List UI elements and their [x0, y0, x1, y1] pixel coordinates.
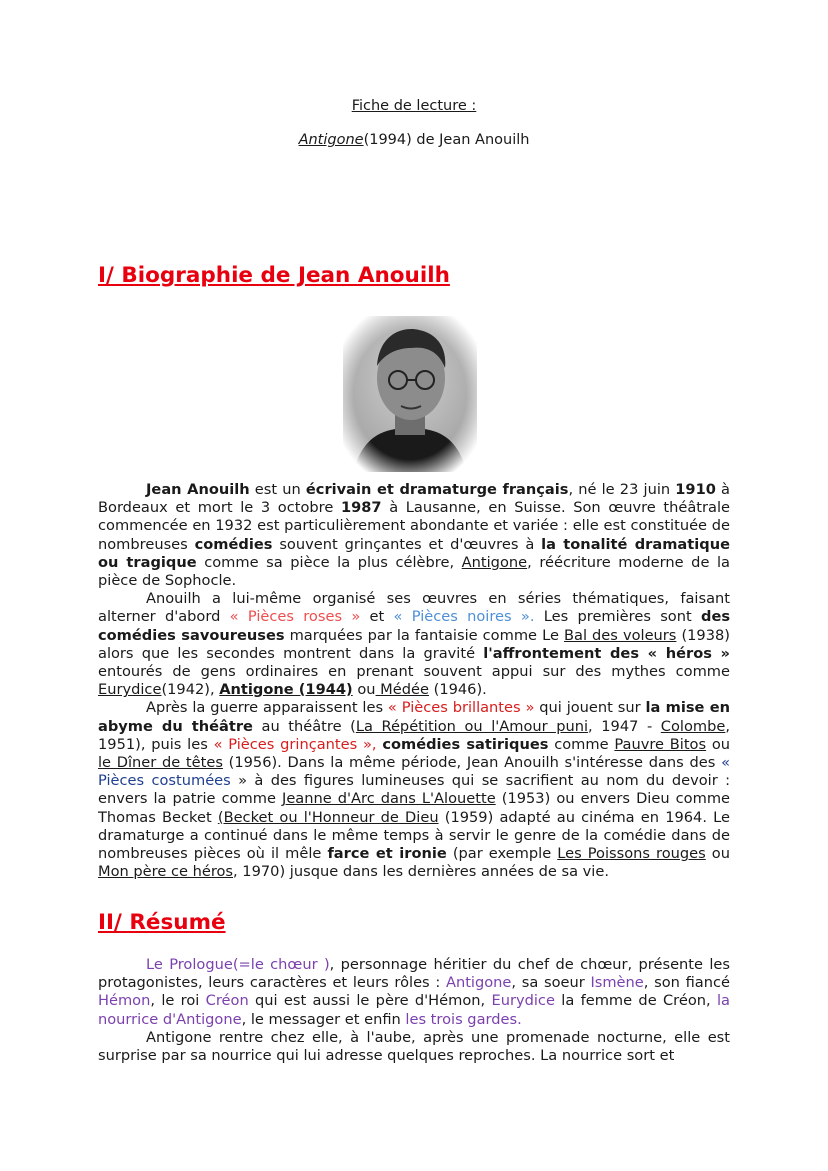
work-title-reference: Hémon [98, 992, 151, 1010]
text-segment: , né le 23 juin [568, 481, 676, 498]
text-segment: entourés de gens ordinaires en prenant souvent appui sur des mythes comme [98, 663, 730, 681]
text-segment: , 1970) jusque dans les dernières années de sa vie. [233, 863, 609, 881]
highlighted-text: 1910 [675, 481, 716, 498]
author-portrait [343, 316, 477, 472]
text-segment: (1953) ou envers Dieu comme Thomas Becket [98, 790, 731, 826]
work-title-reference: Antigone [445, 974, 512, 992]
document-subtitle [0, 132, 828, 148]
highlighted-text: 1987 [340, 499, 382, 517]
text-segment: (1959) adapté au cinéma en 1964. Le dramaturge a continué dans le même temps à servir le genre de la comédie dans de nombreuses pièces où il mêle [98, 808, 731, 863]
text-segment: qui jouent sur [534, 699, 646, 717]
title-line-1: Fiche de lecture : [351, 98, 477, 114]
highlighted-text: écrivain et dramaturge français [305, 481, 569, 498]
highlighted-text: Jean Anouilh [146, 481, 250, 498]
highlighted-text: la mise en abyme du théâtre [98, 699, 731, 735]
text-segment: (1942), [161, 681, 220, 699]
text-segment: , son fiancé [643, 974, 730, 992]
work-title-reference: Ismène [590, 974, 644, 992]
text-segment: à Lausanne, en Suisse. Son œuvre théâtrale commencée en 1932 est particulièrement abondante et variée : elle est constituée de nombreuses [98, 499, 731, 553]
work-title-reference: « Pièces costumées [98, 754, 730, 790]
paragraph [98, 1029, 730, 1065]
text-segment: Les premières sont [534, 608, 701, 626]
text-segment: marquées par la fantaisie comme Le [284, 626, 564, 644]
text-segment: , réécriture moderne de la pièce de Sophocle. [98, 553, 731, 590]
highlighted-text: comédies [194, 535, 273, 553]
text-segment: (1946). [428, 681, 487, 699]
highlighted-text: « Pièces grinçantes », [213, 735, 377, 753]
document-title [0, 98, 828, 114]
text-segment: Antigone rentre chez elle, à l'aube, après une promenade nocturne, elle est surprise par sa nourrice qui lui adresse quelques reproches. La nourrice sort et [98, 1028, 730, 1065]
work-title-reference: Antigone (1944) [219, 681, 353, 699]
text-segment: comme sa pièce la plus célèbre, [196, 553, 462, 571]
work-author: (1994) de Jean Anouilh [363, 132, 530, 148]
text-segment: Après la guerre apparaissent les [146, 699, 388, 717]
text-segment: comme [548, 735, 615, 753]
paragraph [98, 956, 730, 1029]
text-segment: (1938) alors que les secondes montrent dans la gravité [98, 626, 730, 662]
highlighted-text: l'affrontement des « héros » [483, 644, 730, 662]
text-segment: qui est aussi le père d'Hémon, [248, 992, 492, 1010]
work-title-reference: Mon père ce héros [98, 863, 234, 881]
text-segment: , sa soeur [511, 974, 591, 992]
text-segment: Anouilh a lui-même organisé ses œuvres en séries thématiques, faisant alterner d'abord [98, 590, 730, 626]
work-title-reference: Créon [205, 992, 249, 1010]
text-segment: souvent grinçantes et d'œuvres à [272, 535, 542, 553]
work-title-reference: Jeanne d'Arc dans L'Alouette [282, 790, 496, 808]
highlighted-text: des comédies savoureuses [98, 608, 731, 644]
text-segment: » à des figures lumineuses qui se sacrifient au nom du devoir : envers la patrie comme [98, 772, 731, 808]
highlighted-text: « Pièces brillantes » [387, 699, 535, 717]
highlighted-text: « Pièces roses » [229, 608, 361, 626]
text-segment: , 1951), puis les [98, 717, 730, 753]
work-title-reference: Antigone [461, 553, 528, 571]
text-segment: , 1947 - [588, 717, 661, 735]
work-title-reference: Bal des voleurs [563, 626, 677, 644]
summary-text [98, 956, 730, 1065]
text-segment: , le roi [150, 992, 206, 1010]
work-title-reference: Les Poissons rouges [557, 845, 706, 863]
highlighted-text: la tonalité dramatique ou tragique [98, 535, 730, 571]
text-segment: ou [352, 681, 376, 699]
highlighted-text: comédies satiriques [382, 735, 549, 753]
text-segment: la femme de Créon, [554, 992, 717, 1010]
work-title-reference: La Répétition ou l'Amour puni [355, 717, 589, 735]
work-title-reference: Eurydice [491, 992, 555, 1010]
highlighted-text: farce et ironie [327, 845, 447, 863]
section-heading-biographie: I/ Biographie de Jean Anouilh [98, 263, 450, 288]
text-segment: ou [706, 735, 731, 753]
biography-text [98, 481, 730, 881]
work-title-reference: Pauvre Bitos [614, 735, 707, 753]
work-title: Antigone [298, 132, 364, 148]
text-segment: au théâtre ( [252, 717, 356, 735]
text-segment: et [360, 608, 394, 626]
portrait-image-icon [343, 316, 477, 472]
paragraph [98, 481, 730, 590]
text-segment: (1956). Dans la même période, Jean Anouilh s'intéresse dans des [222, 754, 722, 772]
work-title-reference: Colombe [660, 717, 726, 735]
work-title-reference: (Becket ou l'Honneur de Dieu [217, 808, 439, 826]
paragraph [98, 699, 730, 881]
work-title-reference: les trois gardes. [405, 1010, 522, 1028]
work-title-reference: le Dîner de têtes [98, 754, 223, 772]
text-segment: , le messager et enfin [241, 1010, 406, 1028]
work-title-reference: Le Prologue(=le chœur ) [146, 956, 330, 973]
highlighted-text: « Pièces noires ». [393, 608, 535, 626]
text-segment: est un [249, 481, 306, 498]
work-title-reference: Médée [375, 681, 429, 699]
work-title-reference: Eurydice [98, 681, 162, 699]
text-segment: (par exemple [446, 845, 558, 863]
work-title-reference: la nourrice d'Antigone [98, 992, 730, 1028]
text-segment: , personnage héritier du chef de chœur, présente les protagonistes, leurs caractères et leurs rôles : [98, 956, 730, 992]
text-segment: ou [705, 845, 730, 863]
section-heading-resume: II/ Résumé [98, 910, 226, 935]
paragraph [98, 590, 730, 699]
text-segment: à Bordeaux et mort le 3 octobre [98, 481, 730, 517]
